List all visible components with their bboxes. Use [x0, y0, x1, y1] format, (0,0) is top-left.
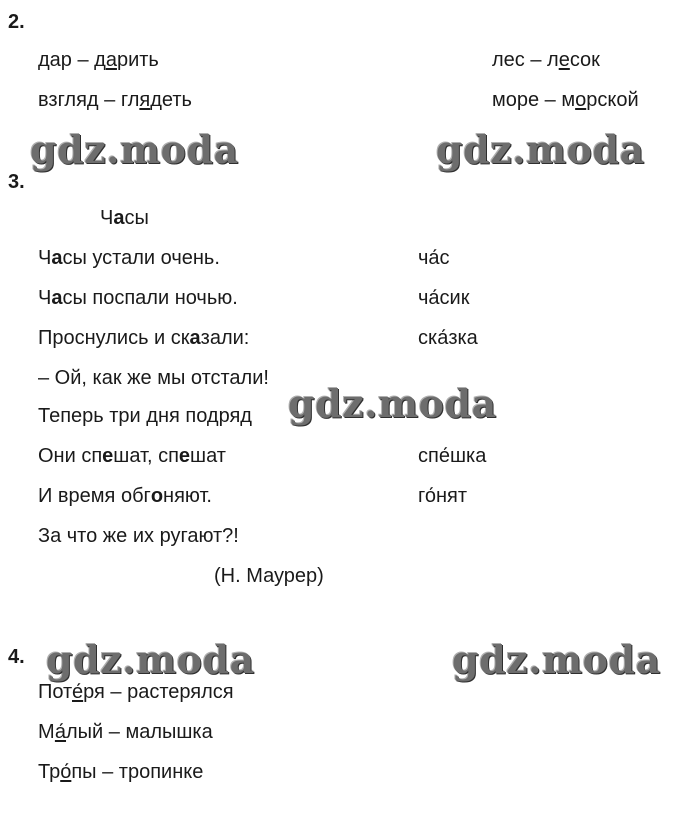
poem-author: (Н. Маурер) [214, 565, 324, 587]
poem-line-8: За что же их ругают?! [38, 525, 239, 547]
task4-line-2: Ма́лый – малышка [38, 721, 213, 743]
check-word-2: ча́сик [418, 287, 470, 309]
task-2-number: 2. [8, 11, 25, 33]
word-pair-1: дар – дарить [38, 49, 159, 71]
poem-line-3: Проснулись и сказали: [38, 327, 250, 349]
word-pair-2: взгляд – глядеть [38, 89, 192, 111]
check-word-4: спе́шка [418, 445, 487, 467]
watermark-1: gdz.moda [30, 127, 239, 172]
watermark-4: gdz.moda [46, 637, 255, 682]
check-word-1: ча́с [418, 247, 450, 269]
watermark-5: gdz.moda [452, 637, 661, 682]
watermark-2: gdz.moda [436, 127, 645, 172]
poem-line-7: И время обгоняют. [38, 485, 212, 507]
poem-line-1: Часы устали очень. [38, 247, 220, 269]
task-4-number: 4. [8, 646, 25, 668]
poem-title: Часы [100, 207, 149, 229]
watermark-3: gdz.moda [288, 381, 497, 426]
task4-line-1: Поте́ря – растерялся [38, 681, 234, 703]
check-word-5: го́нят [418, 485, 468, 507]
poem-line-5: Теперь три дня подряд [38, 405, 252, 427]
task4-line-3: Тро́пы – тропинке [38, 761, 204, 783]
poem-line-6: Они спешат, спешат [38, 445, 226, 467]
word-pair-4: море – морской [492, 89, 639, 111]
check-word-3: ска́зка [418, 327, 478, 349]
word-pair-3: лес – лесок [492, 49, 600, 71]
poem-line-4: – Ой, как же мы отстали! [38, 367, 269, 389]
task-3-number: 3. [8, 171, 25, 193]
poem-line-2: Часы поспали ночью. [38, 287, 238, 309]
